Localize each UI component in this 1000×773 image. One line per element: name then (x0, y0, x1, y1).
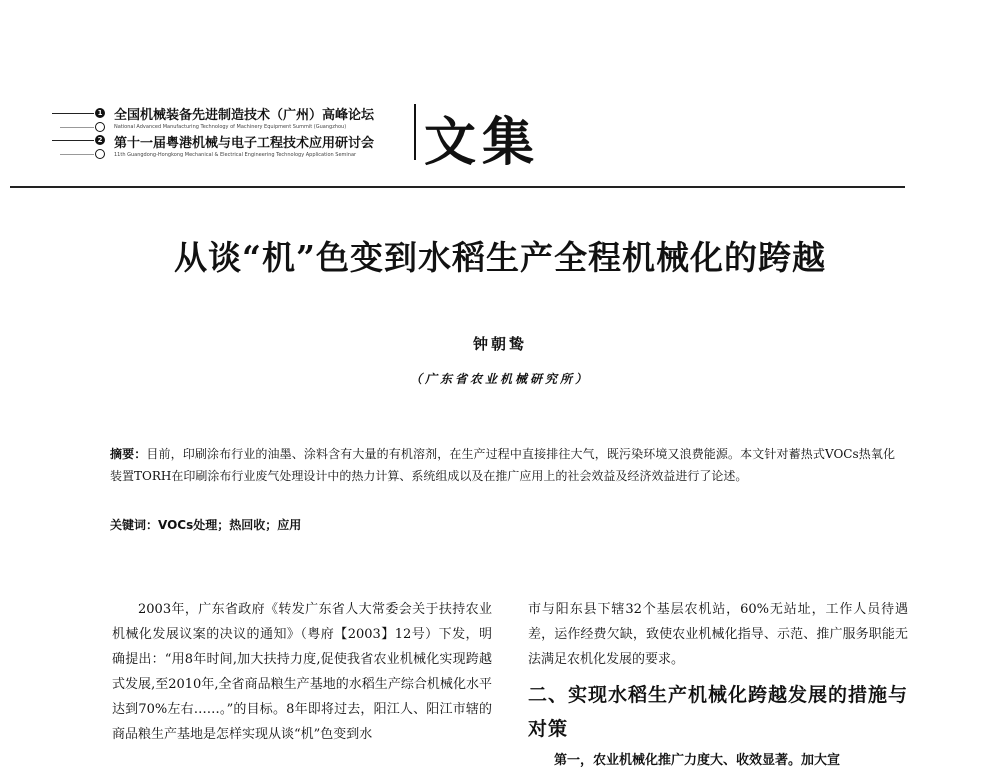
header-badge-icon: 2 (95, 135, 105, 145)
header-line (52, 140, 94, 141)
keywords (110, 516, 301, 533)
collection-title: 文集 (424, 112, 541, 173)
forum-subtitle: National Advanced Manufacturing Technology of Machinery Equipment Summit (Guangzhou) (114, 124, 347, 130)
body-column-left (112, 597, 492, 747)
seminar-title: 第十一届粤港机械与电子工程技术应用研讨会 (114, 136, 375, 151)
abstract (110, 443, 895, 487)
header-line (60, 154, 94, 155)
header-divider (414, 104, 416, 160)
article-author: 钟朝鸷 (472, 335, 527, 353)
abstract-text: 目前，印刷涂布行业的油墨、涂料含有大量的有机溶剂，在生产过程中直接排往大气，既污染环境又浪费能源。本文针对蓄热式VOCs热氧化装置TORH在印刷涂布行业废气处理设计中的热力计算、系统组成以及在推广应用上的社会效益及经济效益进行了论述。 (110, 447, 895, 483)
header-badge-icon: 3 (95, 149, 105, 159)
article-title: 从谈“机”色变到水稻生产全程机械化的跨越 (174, 238, 826, 277)
seminar-subtitle: 11th Guangdong-Hongkong Mechanical & Electrical Engineering Technology Application Seminar (114, 152, 357, 158)
article-affiliation: （广东省农业机械研究所） (409, 372, 590, 386)
body-paragraph-lead: 第一，农业机械化推广力度大、收效显著。加大宣 (554, 753, 841, 768)
keywords-label: 关键词： (110, 518, 159, 532)
section-heading: 二、实现水稻生产机械化跨越发展的措施与对策 (528, 684, 909, 740)
header-rule (10, 186, 905, 188)
body-paragraph: 2003年，广东省政府《转发广东省人大常委会关于扶持农业机械化发展议案的决议的通知》（粤府【2003】12号）下发，明确提出：“用8年时间,加大扶持力度,促使我省农业机械化实现跨越式发展,至2010年,全省商品粮生产基地的水稻生产综合机械化水平达到70%左右……。”的目标。8年即将过去，阳江人、阳江市辖的商品粮生产基地是怎样实现从谈“机”色变到水 (112, 602, 492, 742)
header-line (52, 113, 94, 114)
body-paragraph: 市与阳东县下辖32个基层农机站，60%无站址，工作人员待遇差，运作经费欠缺，致使农业机械化指导、示范、推广服务职能无法满足农机化发展的要求。 (528, 602, 908, 667)
keywords-text: VOCs处理；热回收；应用 (158, 518, 302, 532)
header-ring-icon (95, 122, 105, 132)
abstract-label: 摘要： (110, 447, 147, 461)
header-line (60, 127, 94, 128)
header-badge-icon: 1 (95, 108, 105, 118)
body-column-right (528, 597, 908, 773)
forum-title: 全国机械装备先进制造技术（广州）高峰论坛 (114, 108, 375, 123)
